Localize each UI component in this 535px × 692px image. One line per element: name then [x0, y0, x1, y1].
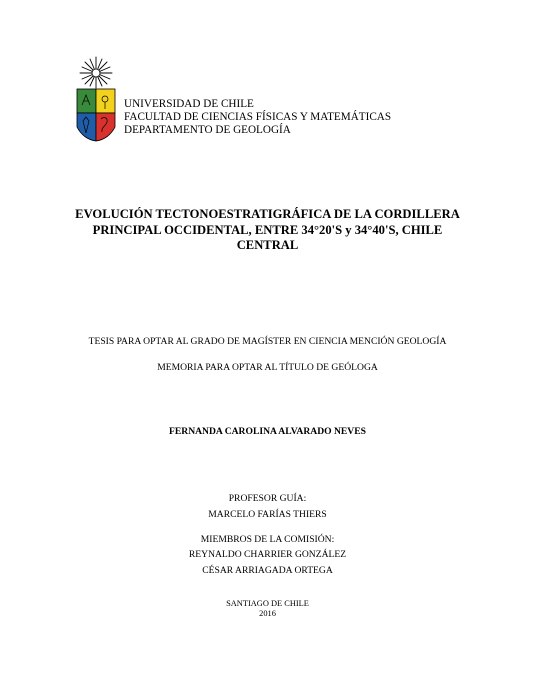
committee-member: REYNALDO CHARRIER GONZÁLEZ [188, 549, 347, 560]
department-name: DEPARTAMENTO DE GEOLOGÍA [124, 124, 291, 136]
advisor-label: PROFESOR GUÍA: [228, 493, 307, 504]
thesis-title-line-1: EVOLUCIÓN TECTONOESTRATIGRÁFICA DE LA CORDILLERA [75, 207, 460, 221]
institution-name: UNIVERSIDAD DE CHILE [124, 98, 254, 110]
committee-member: CÉSAR ARRIAGADA ORTEGA [202, 565, 333, 576]
university-logo-icon [74, 55, 118, 145]
thesis-title-line-3: CENTRAL [236, 238, 299, 253]
faculty-name: FACULTAD DE CIENCIAS FÍSICAS Y MATEMÁTICAS [124, 111, 392, 123]
advisor-name: MARCELO FARÍAS THIERS [208, 509, 327, 520]
memoir-degree-statement: MEMORIA PARA OPTAR AL TÍTULO DE GEÓLOGA [157, 362, 378, 373]
place: SANTIAGO DE CHILE [226, 599, 309, 608]
thesis-degree-statement: TESIS PARA OPTAR AL GRADO DE MAGÍSTER EN CIENCIA MENCIÓN GEOLOGÍA [88, 336, 447, 347]
committee-label: MIEMBROS DE LA COMISIÓN: [200, 534, 335, 545]
year: 2016 [259, 609, 276, 618]
thesis-title-line-2: PRINCIPAL OCCIDENTAL, ENTRE 34°20'S y 34°40'S, CHILE [92, 222, 443, 237]
thesis-title [0, 207, 535, 254]
author-name: FERNANDA CAROLINA ALVARADO NEVES [169, 426, 366, 437]
